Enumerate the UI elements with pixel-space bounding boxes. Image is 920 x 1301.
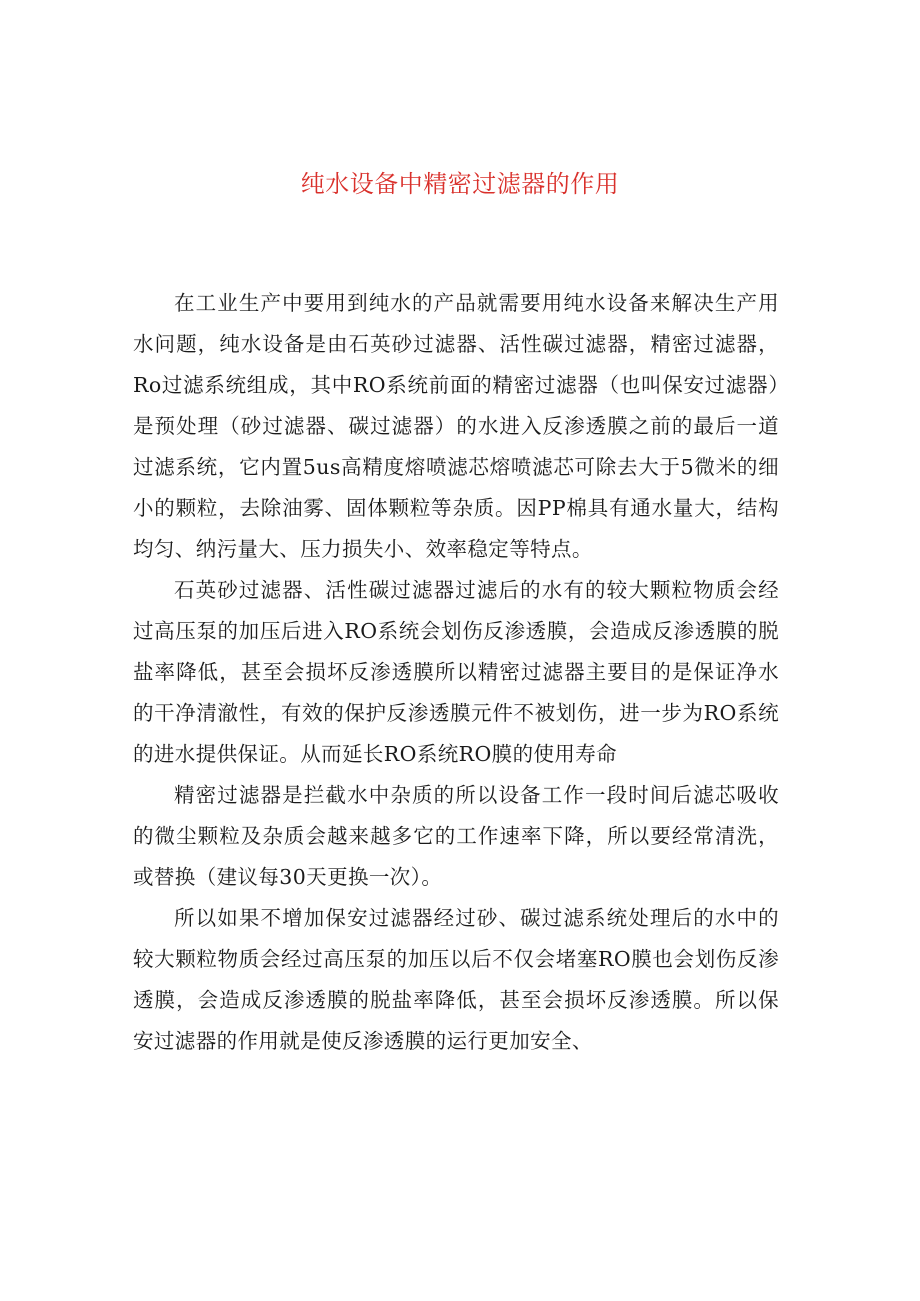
page-title: 纯水设备中精密过滤器的作用	[300, 170, 620, 198]
paragraph-4: 所以如果不增加保安过滤器经过砂、碳过滤系统处理后的水中的较大颗粒物质会经过高压泵的加压以后不仅会堵塞RO膜也会划伤反渗透膜，会造成反渗透膜的脱盐率降低，甚至会损坏反渗透膜。所以保安过滤器的作用就是使反渗透膜的运行更加安全、	[133, 906, 779, 1053]
document-body	[133, 283, 779, 1062]
paragraph-1: 在工业生产中要用到纯水的产品就需要用纯水设备来解决生产用水问题，纯水设备是由石英砂过滤器、活性碳过滤器，精密过滤器，Ro过滤系统组成，其中RO系统前面的精密过滤器（也叫保安过滤器）是预处理（砂过滤器、碳过滤器）的水进入反渗透膜之前的最后一道过滤系统，它内置5us高精度熔喷滤芯熔喷滤芯可除去大于5微米的细小的颗粒，去除油雾、固体颗粒等杂质。因PP棉具有通水量大，结构均匀、纳污量大、压力损失小、效率稳定等特点。	[133, 291, 779, 561]
paragraph-2: 石英砂过滤器、活性碳过滤器过滤后的水有的较大颗粒物质会经过高压泵的加压后进入RO系统会划伤反渗透膜，会造成反渗透膜的脱盐率降低，甚至会损坏反渗透膜所以精密过滤器主要目的是保证净水的干净清澈性，有效的保护反渗透膜元件不被划伤，进一步为RO系统的进水提供保证。从而延长RO系统RO膜的使用寿命	[133, 578, 779, 766]
paragraph-3: 精密过滤器是拦截水中杂质的所以设备工作一段时间后滤芯吸收的微尘颗粒及杂质会越来越多它的工作速率下降，所以要经常清洗，或替换（建议每30天更换一次）。	[133, 783, 779, 889]
